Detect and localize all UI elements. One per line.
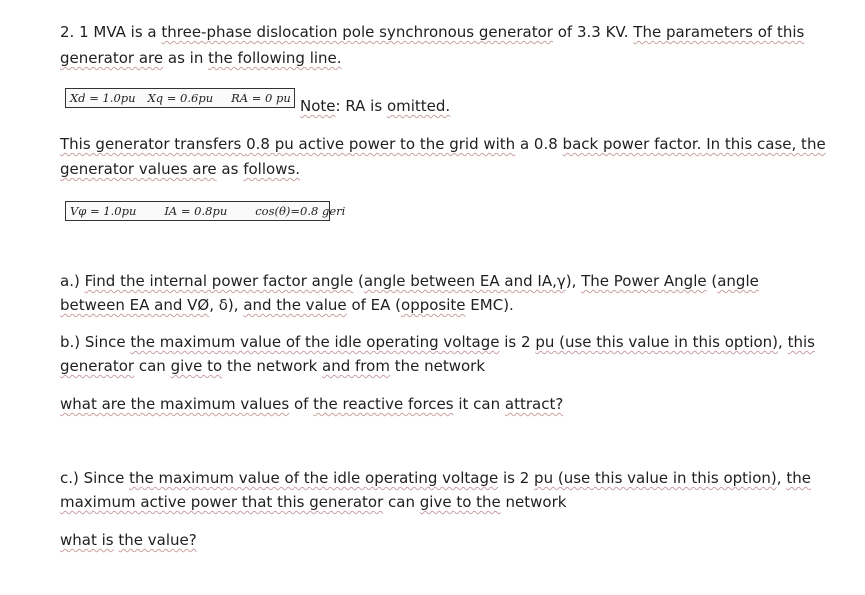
text-run: This generator transfers xyxy=(60,135,247,153)
text-run: maximum active power that this generator xyxy=(60,493,384,511)
text-run: 0.8 pu active power to the grid with xyxy=(246,135,516,153)
text-run: ), xyxy=(565,272,582,290)
text-run: : RA is xyxy=(335,97,387,115)
parameters-formula-1 xyxy=(65,88,295,108)
text-run: it can xyxy=(453,395,505,413)
note xyxy=(300,96,450,116)
part-c-line-1 xyxy=(60,468,811,488)
text-run: the following line. xyxy=(208,49,342,67)
xq-formula: Xq = 0.6pu xyxy=(147,91,214,105)
text-run: is 2 xyxy=(499,333,536,351)
text-run: the maximum value of the idle operating voltage xyxy=(129,469,499,487)
text-run: network xyxy=(500,493,567,511)
text-run: of xyxy=(289,395,314,413)
text-run: ( xyxy=(353,272,364,290)
text-run: what are the maximum values xyxy=(60,395,290,413)
text-run: angle between EA and IA,γ xyxy=(363,272,566,290)
transfer-line-1 xyxy=(60,134,826,154)
text-run: generator values are xyxy=(60,160,217,178)
text-run: The parameters of this xyxy=(633,23,805,41)
text-run: EMC). xyxy=(465,296,514,314)
text-run: ( xyxy=(706,272,718,290)
text-run: , xyxy=(776,469,787,487)
text-run: back power factor. xyxy=(562,135,702,153)
text-run: and the value xyxy=(243,296,347,314)
intro-line-1 xyxy=(60,22,804,42)
parameters-formula-2 xyxy=(65,201,346,221)
text-run: of EA ( xyxy=(346,296,402,314)
text-run: between EA and VØ xyxy=(60,296,210,314)
text-run: angle xyxy=(717,272,759,290)
text-run: the network xyxy=(389,357,486,375)
part-a-line-2 xyxy=(60,295,514,315)
text-run: 2. 1 MVA is a xyxy=(60,23,162,41)
text-run: generator xyxy=(60,357,135,375)
text-run: this xyxy=(787,333,815,351)
text-run: generator are xyxy=(60,49,164,67)
part-b-line-3 xyxy=(60,394,563,414)
part-a-line-1 xyxy=(60,271,759,291)
text-run: attract? xyxy=(504,395,564,413)
text-run: what is xyxy=(60,531,114,549)
text-run: Note xyxy=(300,97,336,115)
part-b-line-1 xyxy=(60,332,815,352)
text-run: follows. xyxy=(243,160,301,178)
text-run: Find the internal power factor angle xyxy=(84,272,354,290)
text-run: omitted. xyxy=(386,97,451,115)
text-run: can xyxy=(134,357,171,375)
text-run: pu (use this value in this option) xyxy=(534,469,777,487)
ia-formula: IA = 0.8pu xyxy=(164,204,228,218)
text-run: pu (use this value in this option) xyxy=(535,333,779,351)
text-run: , δ), xyxy=(209,296,244,314)
text-run: a 0.8 xyxy=(515,135,563,153)
text-run: as in xyxy=(163,49,209,67)
text-run: can xyxy=(383,493,420,511)
text-run: the network xyxy=(222,357,323,375)
text-run: b.) Since xyxy=(60,333,131,351)
text-run: a.) xyxy=(60,272,85,290)
vphi-formula: Vφ = 1.0pu xyxy=(70,204,137,218)
text-run: three-phase dislocation pole synchronous generator xyxy=(161,23,553,41)
text-run: give to xyxy=(170,357,223,375)
ra-formula: RA = 0 pu xyxy=(231,91,291,105)
part-c-line-3 xyxy=(60,530,197,550)
text-run: , xyxy=(778,333,788,351)
text-run: The Power Angle xyxy=(581,272,707,290)
text-run: give to the xyxy=(419,493,501,511)
text-run: the reactive forces xyxy=(313,395,454,413)
text-run: is 2 xyxy=(498,469,535,487)
text-run: opposite xyxy=(401,296,466,314)
transfer-line-2 xyxy=(60,159,300,179)
xd-formula: Xd = 1.0pu xyxy=(70,91,136,105)
text-run: the value? xyxy=(118,531,197,549)
text-run: the maximum value of the idle operating voltage xyxy=(130,333,500,351)
part-c-line-2 xyxy=(60,492,566,512)
text-run: as xyxy=(216,160,244,178)
text-run: and from xyxy=(322,357,390,375)
intro-line-2 xyxy=(60,48,342,68)
cos-formula: cos(θ)=0.8 geri xyxy=(255,204,346,218)
text-run: the xyxy=(786,469,811,487)
text-run: c.) Since xyxy=(60,469,130,487)
part-b-line-2 xyxy=(60,356,485,376)
text-run: of 3.3 KV. xyxy=(552,23,634,41)
text-run: In this case, the xyxy=(701,135,826,153)
